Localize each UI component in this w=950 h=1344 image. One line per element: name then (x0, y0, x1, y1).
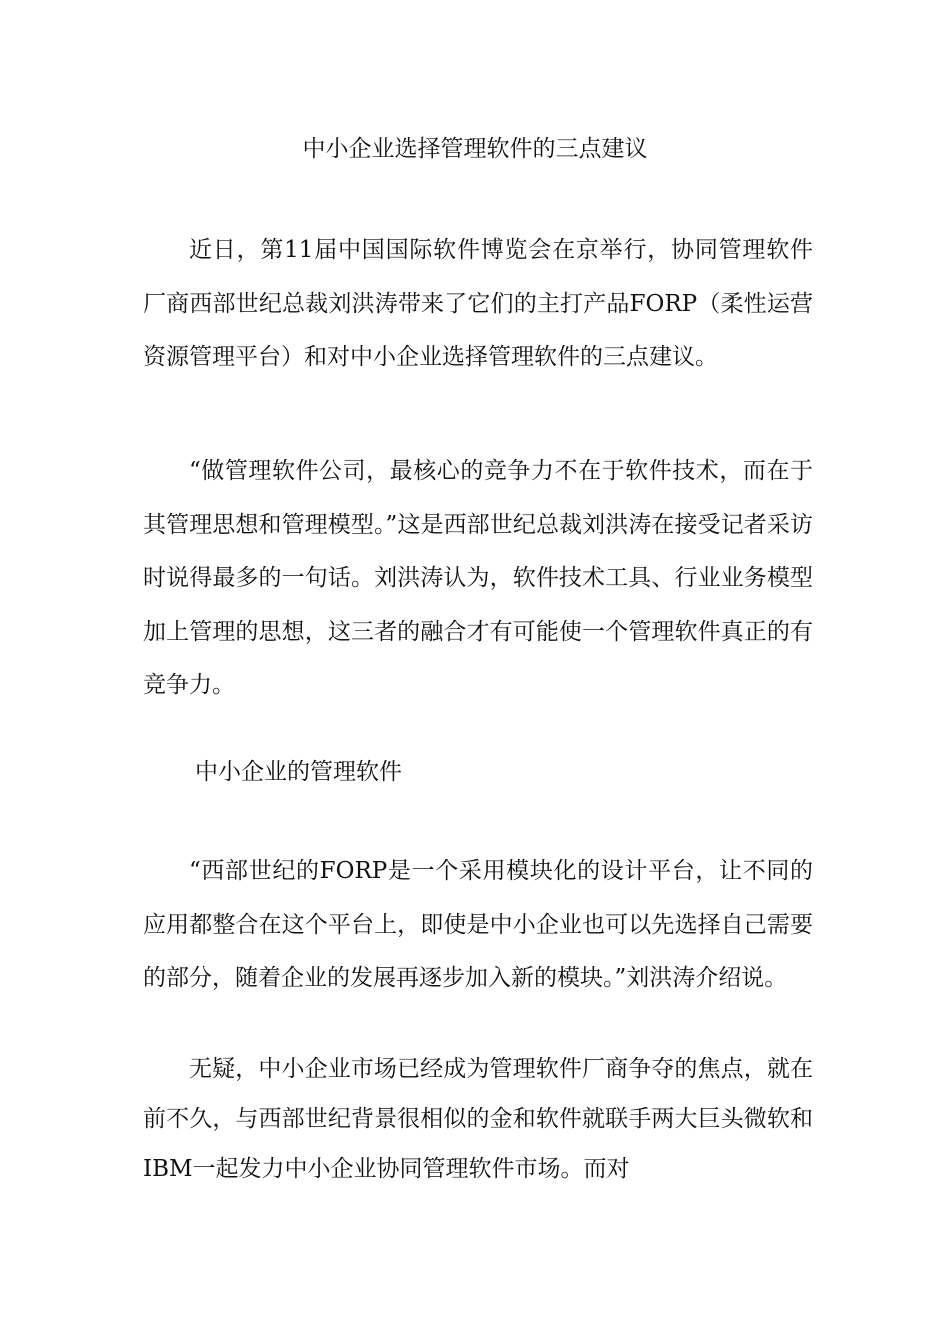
paragraph-quote: “做管理软件公司，最核心的竞争力不在于软件技术，而在于其管理思想和管理模型。”这是西部世纪总裁刘洪涛在接受记者采访时说得最多的一句话。刘洪涛认为，软件技术工具、行业业务模型加上管理的思想，这三者的融合才有可能使一个管理软件真正的有竞争力。 (143, 458, 813, 698)
document-title: 中小企业选择管理软件的三点建议 (302, 136, 648, 162)
section-heading: 中小企业的管理软件 (195, 759, 402, 785)
paragraph-market: 无疑，中小企业市场已经成为管理软件厂商争夺的焦点，就在前不久，与西部世纪背景很相似的金和软件就联手两大巨头微软和IBM一起发力中小企业协同管理软件市场。而对 (143, 1056, 813, 1182)
paragraph-intro: 近日，第11届中国国际软件博览会在京举行，协同管理软件厂商西部世纪总裁刘洪涛带来了它们的主打产品FORP（柔性运营资源管理平台）和对中小企业选择管理软件的三点建议。 (143, 237, 813, 370)
paragraph-forp: “西部世纪的FORP是一个采用模块化的设计平台，让不同的应用都整合在这个平台上，即使是中小企业也可以先选择自己需要的部分，随着企业的发展再逐步加入新的模块。”刘洪涛介绍说。 (143, 858, 813, 991)
